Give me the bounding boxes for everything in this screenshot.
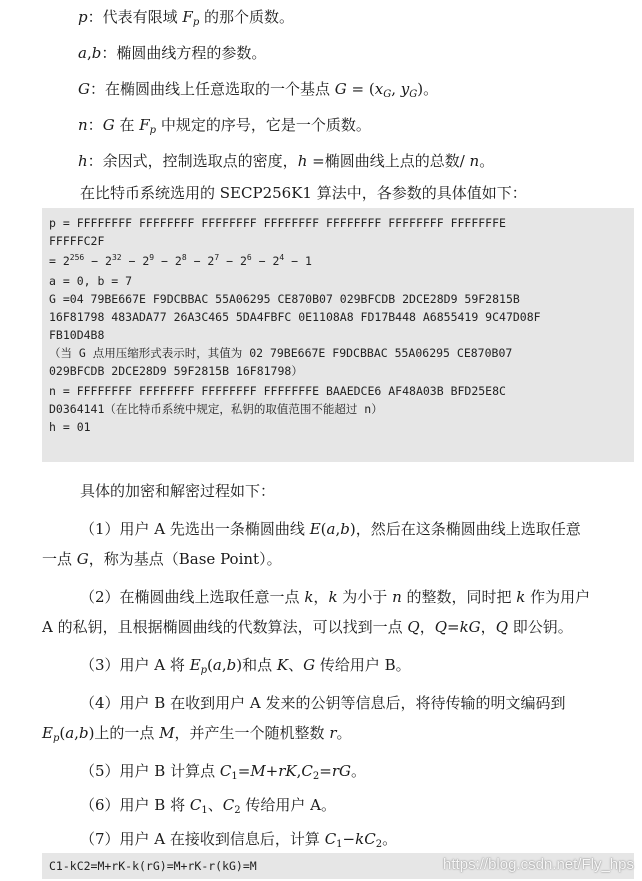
def-h: h：余因式，控制选取点的密度，h =椭圆曲线上点的总数/ n。 (78, 152, 495, 170)
step-1-line2: 一点 G，称为基点（Base Point）。 (42, 550, 282, 568)
code-g-line1: G =04 79BE667E F9DCBBAC 55A06295 CE870B07 029BFCDB 2DCE28D9 59F2815B (49, 292, 520, 306)
code-g-line2: 16F81798 483ADA77 26A3C465 5DA4FBFC 0E1108A8 FD17B448 A6855419 9C47D08F (49, 310, 541, 324)
step-3: （3）用户 A 将 $E_p(a,b)$和点 K、G 传给用户 B。 (80, 656, 411, 676)
code-n-line1: n = FFFFFFFF FFFFFFFF FFFFFFFF FFFFFFFE BAAEDCE6 AF48A03B BFD25E8C (49, 384, 506, 398)
code-n-line2: D0364141（在比特币系统中规定，私钥的取值范围不能超过 n） (49, 402, 383, 416)
code-p-line1: p = FFFFFFFF FFFFFFFF FFFFFFFF FFFFFFFF FFFFFFFF FFFFFFFF FFFFFFFE (49, 216, 506, 230)
code-g-line3: FB10D4B8 (49, 328, 105, 342)
step-4-line2: $E_p(a,b)$上的一点 M，并产生一个随机整数 r。 (42, 724, 352, 744)
step-5: （5）用户 B 计算点 $C_1=M+rK,C_2=rG$。 (80, 762, 367, 782)
def-p: p：代表有限域 $F_p$ 的那个质数。 (78, 8, 294, 28)
step-1-line1: （1）用户 A 先选出一条椭圆曲线 E(a,b)，然后在这条椭圆曲线上选取任意 (80, 520, 581, 538)
def-ab: a,b：椭圆曲线方程的参数。 (78, 44, 267, 62)
code-compressed-line1: （当 G 点用压缩形式表示时，其值为 02 79BE667E F9DCBBAC 55A06295 CE870B07 (49, 346, 513, 360)
code-p-equation: = $2^{256} - 2^{32} - 2^9 - 2^8 - 2^7 - 2^6 - 2^4 - 1$ (49, 253, 312, 268)
final-code: C1-kC2=M+rK-k(rG)=M+rK-r(kG)=M (49, 859, 257, 873)
code-p-line2: FFFFFC2F (49, 234, 105, 248)
watermark: https://blog.csdn.net/Fly_hps (443, 856, 634, 873)
params-intro: 在比特币系统选用的 SECP256K1 算法中，各参数的具体值如下： (80, 184, 527, 202)
def-g: G：在椭圆曲线上任意选取的一个基点 $G = (x_G$, $y_G$)。 (78, 80, 439, 100)
step-2-line2: A 的私钥，且根据椭圆曲线的代数算法，可以找到一点 Q，Q=kG，Q 即公钥。 (42, 618, 573, 636)
step-2-line1: （2）在椭圆曲线上选取任意一点 k，k 为小于 n 的整数，同时把 k 作为用户 (80, 588, 591, 606)
code-compressed-line2: 029BFCDB 2DCE28D9 59F2815B 16F81798） (49, 364, 303, 378)
process-intro: 具体的加密和解密过程如下： (80, 482, 276, 500)
step-6: （6）用户 B 将 $C_1$、$C_2$ 传给用户 A。 (80, 796, 336, 816)
code-ab: a = 0, b = 7 (49, 274, 133, 288)
code-h: h = 01 (49, 420, 91, 434)
code-block (42, 208, 634, 462)
step-4-line1: （4）用户 B 在收到用户 A 发来的公钥等信息后，将待传输的明文编码到 (80, 694, 566, 712)
step-7: （7）用户 A 在接收到信息后，计算 $C_1-kC_2$。 (80, 830, 398, 850)
def-n: n：G 在 $F_p$ 中规定的序号，它是一个质数。 (78, 116, 371, 136)
